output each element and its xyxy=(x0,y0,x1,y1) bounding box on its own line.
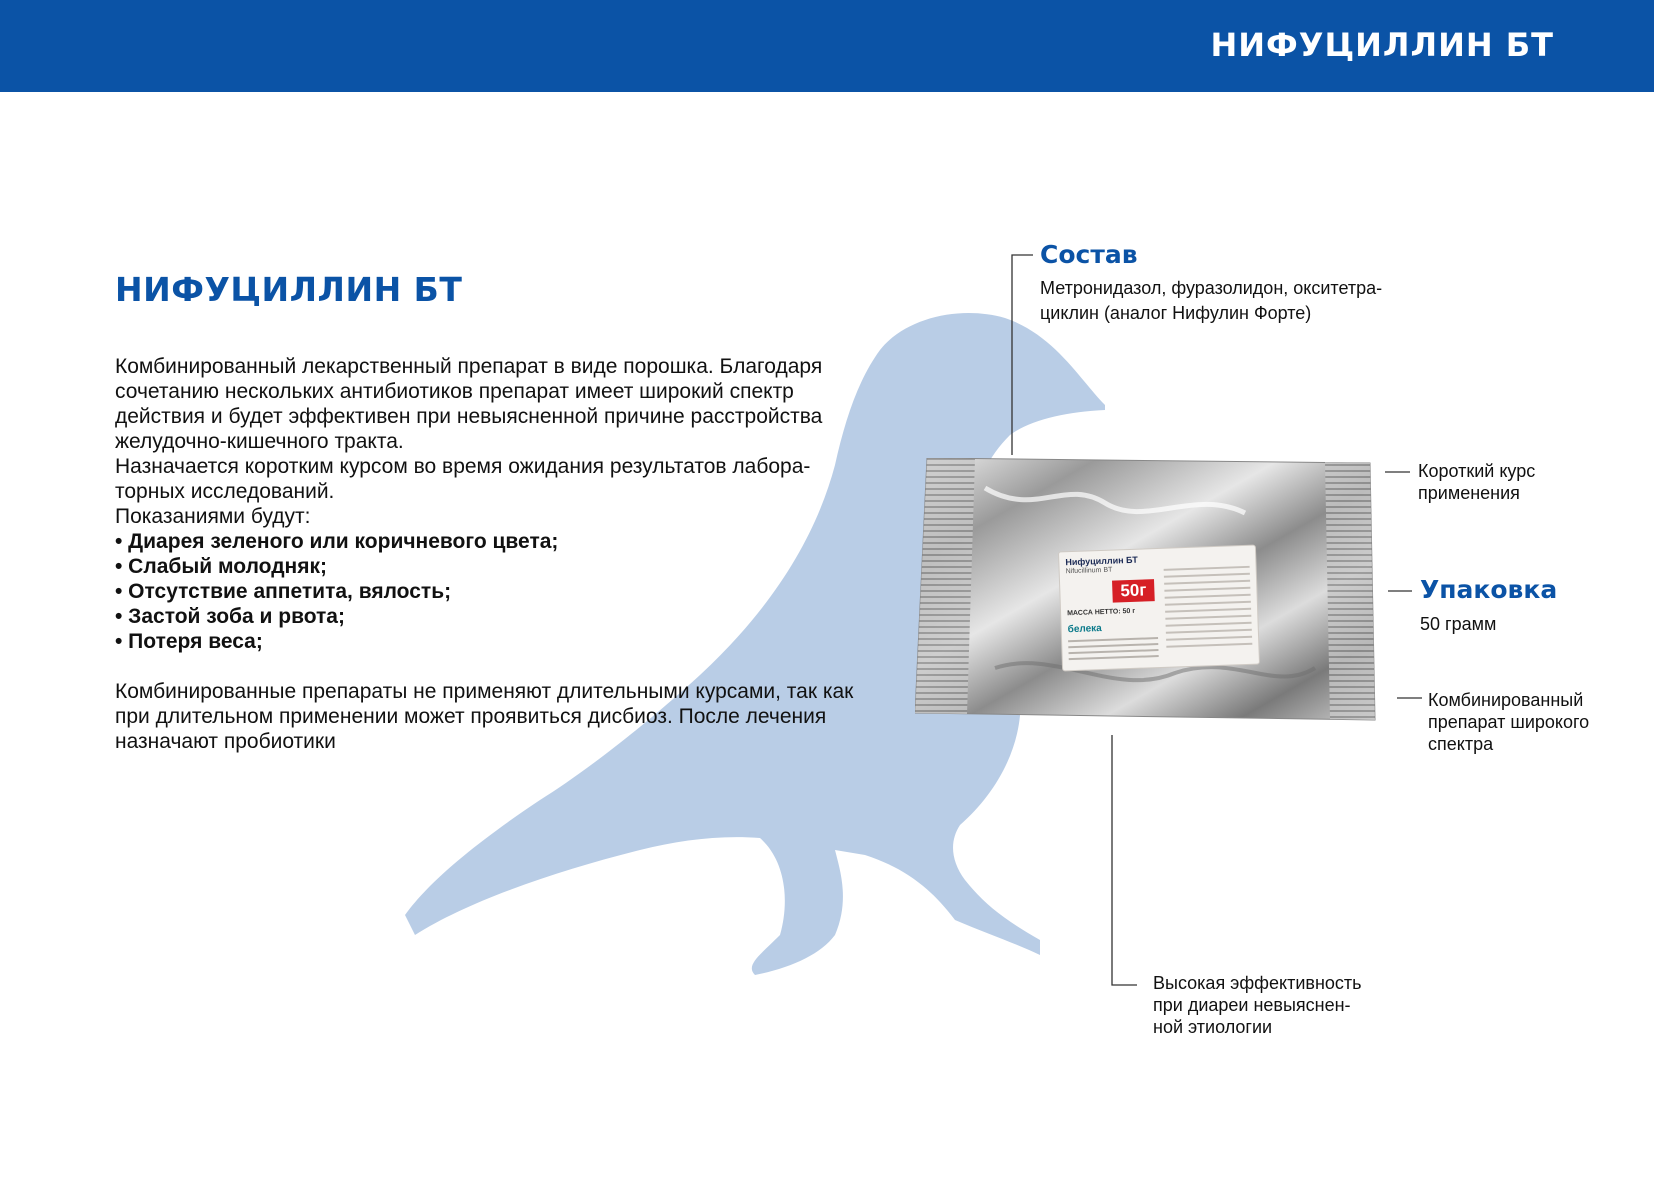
package-weight-text: 50 грамм xyxy=(1420,614,1497,634)
list-item: • Диарея зеленого или коричневого цвета; xyxy=(115,530,559,553)
package-label-latin: Nifucillinum BT xyxy=(1065,566,1113,576)
package-label xyxy=(1058,545,1260,672)
description-paragraph: Комбинированный лекарственный препарат в виде порошка. Благодаря сочетанию нескольких антибиотиков препарат имеет широкий спектр действия и будет эффективен при невыясненной причине расстройства желудочно-кишечного тракта. xyxy=(115,355,823,453)
short-course-line-1: Короткий курс xyxy=(1418,461,1536,481)
course-line-2: торных исследований. xyxy=(115,480,335,503)
package-title: Упаковка xyxy=(1420,575,1558,604)
package-label-sidetext xyxy=(1164,566,1253,653)
efficiency-line-1: Высокая эффективность xyxy=(1153,973,1362,993)
header-title: НИФУЦИЛЛИН БТ xyxy=(1210,26,1554,64)
composition-title: Состав xyxy=(1040,240,1138,269)
composition-leader-line xyxy=(1012,255,1033,455)
package-label-name: Нифуциллин БТ xyxy=(1065,554,1138,568)
indications-label: Показаниями будут: xyxy=(115,505,311,528)
list-item: • Слабый молодняк; xyxy=(115,555,327,578)
package-label-fineprint xyxy=(1068,637,1159,664)
short-course-line-2: применения xyxy=(1418,483,1520,503)
foil-package-image xyxy=(915,458,1380,728)
efficiency-line-3: ной этиологии xyxy=(1153,1017,1273,1037)
combined-line-3: спектра xyxy=(1428,734,1494,754)
package-label-weight: 50г xyxy=(1112,579,1155,602)
page-title: НИФУЦИЛЛИН БТ xyxy=(115,270,463,309)
list-item: • Застой зоба и рвота; xyxy=(115,605,345,628)
course-line-1: Назначается коротким курсом во время ожидания результатов лабора- xyxy=(115,455,811,478)
note-paragraph: Комбинированные препараты не применяют длительными курсами, так как при длительном применении может проявиться дисбиоз. После лечения назначают пробиотики xyxy=(115,680,854,753)
composition-line-2: циклин (аналог Нифулин Форте) xyxy=(1040,303,1312,323)
list-item: • Потеря веса; xyxy=(115,630,263,653)
efficiency-leader-line xyxy=(1112,735,1137,985)
package-label-brand: белека xyxy=(1067,623,1102,636)
list-item: • Отсутствие аппетита, вялость; xyxy=(115,580,452,603)
combined-line-2: препарат широкого xyxy=(1428,712,1590,732)
composition-line-1: Метронидазол, фуразолидон, окситетра- xyxy=(1040,278,1383,298)
package-label-mass: МАССА НЕТТО: 50 г xyxy=(1067,607,1136,618)
efficiency-line-2: при диареи невыяснен- xyxy=(1153,995,1351,1015)
combined-line-1: Комбинированный xyxy=(1428,690,1584,710)
